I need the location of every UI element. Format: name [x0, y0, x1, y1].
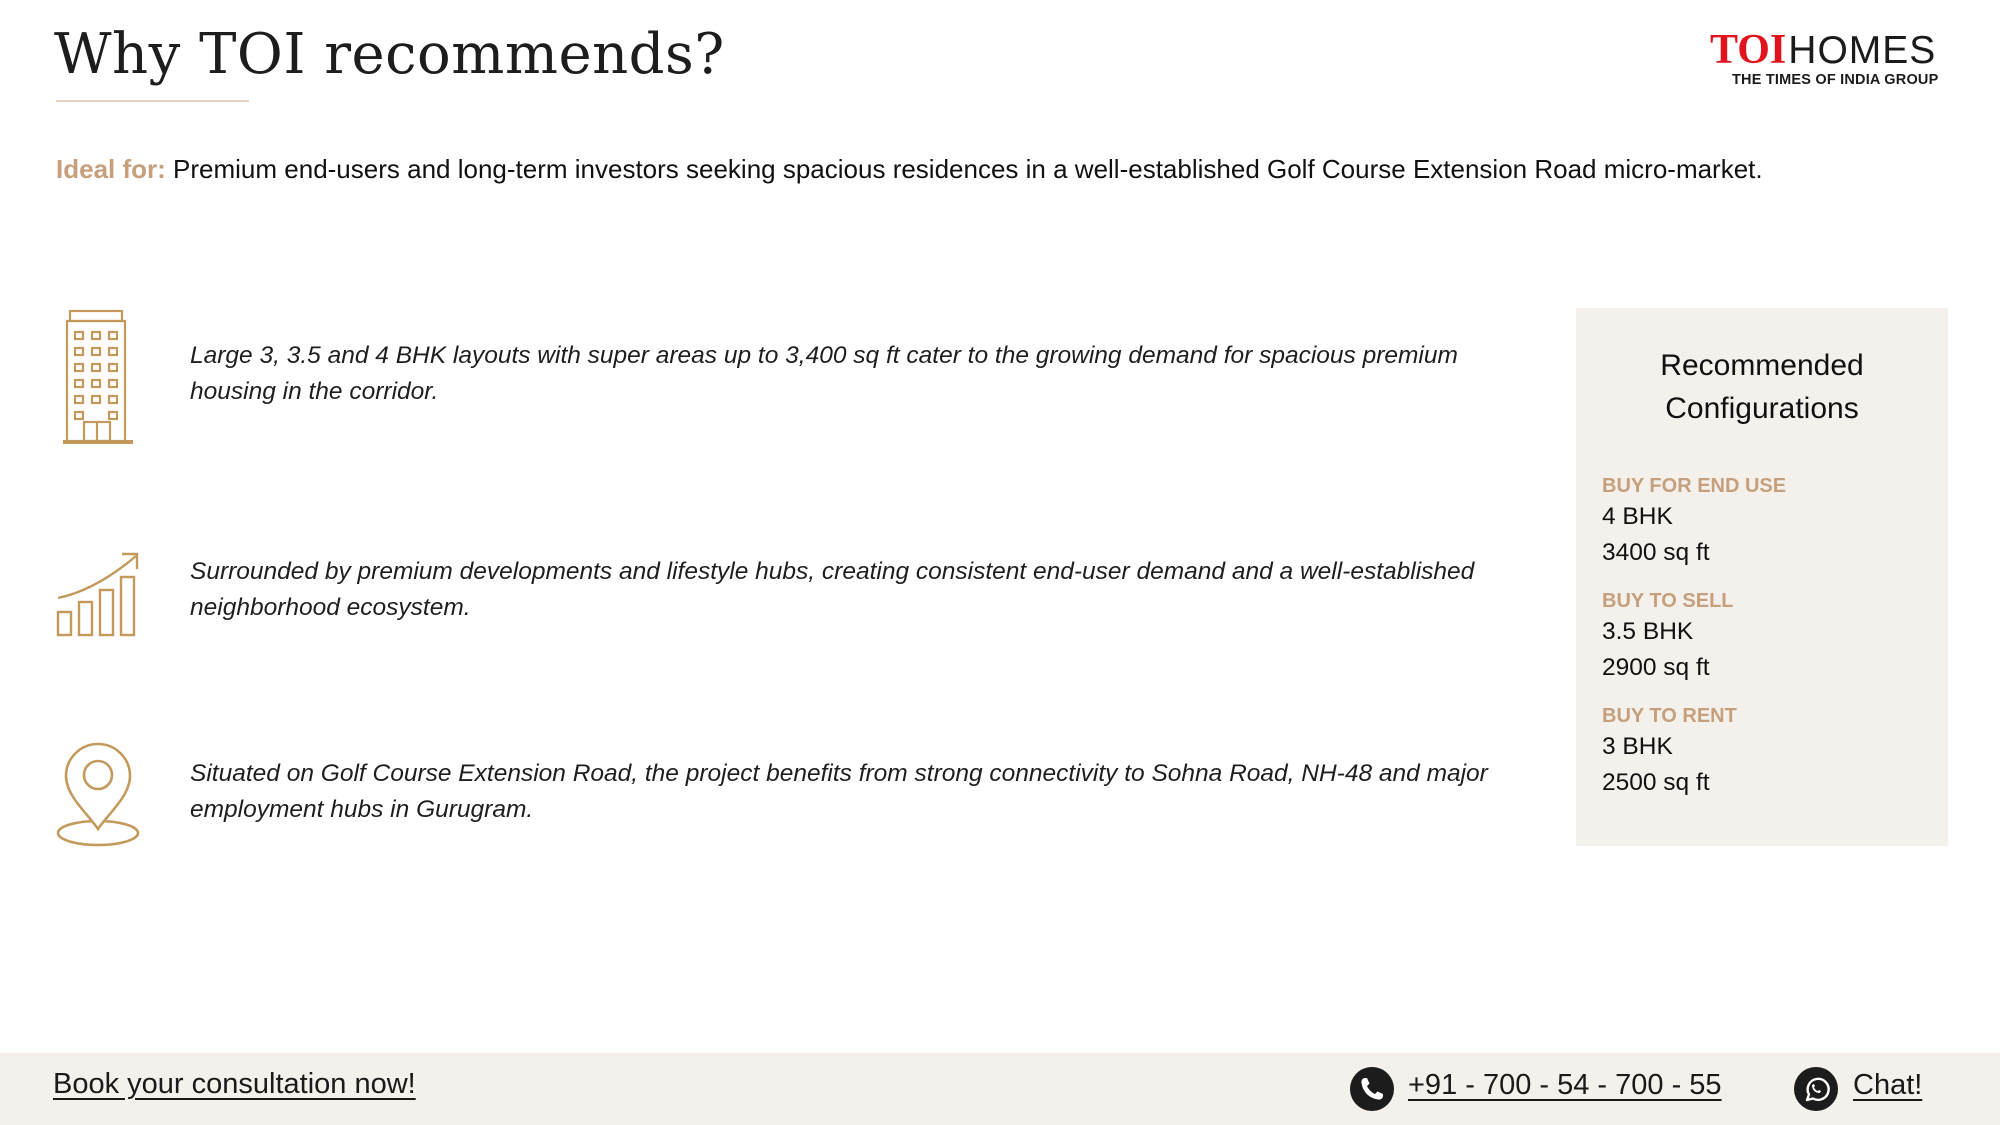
logo-brand-homes: HOMES	[1788, 29, 1937, 72]
toi-homes-logo	[1708, 26, 1960, 96]
config-area: 3400 sq ft	[1602, 539, 1710, 566]
configurations-title	[1576, 344, 1948, 430]
whatsapp-icon[interactable]	[1794, 1067, 1838, 1111]
config-group-rent	[1602, 703, 1932, 801]
ideal-for-statement	[56, 150, 1816, 188]
config-label: BUY TO SELL	[1602, 590, 1734, 612]
feature-text-connectivity: Situated on Golf Course Extension Road, the project benefits from strong connectivity to Sohna Road, NH-48 and major employment hubs in Gurugram.	[190, 760, 1488, 823]
configurations-title-line2: Configurations	[1665, 392, 1859, 425]
config-area: 2900 sq ft	[1602, 654, 1710, 681]
chat-link[interactable]: Chat!	[1853, 1069, 1923, 1101]
title-divider	[56, 100, 249, 102]
location-pin-icon	[56, 742, 142, 848]
growth-chart-icon	[56, 550, 142, 638]
ideal-for-text: Premium end-users and long-term investors seeking spacious residences in a well-established Golf Course Extension Road micro-market.	[173, 154, 1763, 184]
recommended-configurations-panel	[1576, 308, 1948, 846]
config-label: BUY FOR END USE	[1602, 475, 1787, 497]
config-group-sell	[1602, 588, 1932, 686]
logo-tagline: THE TIMES OF INDIA GROUP	[1732, 72, 1939, 88]
feature-text-layouts: Large 3, 3.5 and 4 BHK layouts with super areas up to 3,400 sq ft cater to the growing demand for spacious premium housing in the corridor.	[190, 342, 1458, 405]
page-title: Why TOI recommends?	[54, 22, 725, 87]
config-label: BUY TO RENT	[1602, 705, 1737, 727]
config-bhk: 4 BHK	[1602, 503, 1673, 530]
book-consultation-link[interactable]: Book your consultation now!	[53, 1068, 416, 1100]
feature-text-surroundings: Surrounded by premium developments and lifestyle hubs, creating consistent end-user demand and a well-established neighborhood ecosystem.	[190, 558, 1475, 621]
config-bhk: 3.5 BHK	[1602, 618, 1694, 645]
config-area: 2500 sq ft	[1602, 769, 1710, 796]
building-icon	[62, 308, 136, 446]
ideal-for-label: Ideal for:	[56, 154, 166, 184]
footer-bar	[0, 1053, 2000, 1125]
config-group-end-use	[1602, 473, 1932, 571]
phone-icon[interactable]	[1350, 1067, 1394, 1111]
config-bhk: 3 BHK	[1602, 733, 1673, 760]
logo-brand-toi: TOI	[1710, 27, 1787, 73]
configurations-title-line1: Recommended	[1660, 349, 1864, 382]
phone-number-link[interactable]: +91 - 700 - 54 - 700 - 55	[1408, 1069, 1722, 1101]
